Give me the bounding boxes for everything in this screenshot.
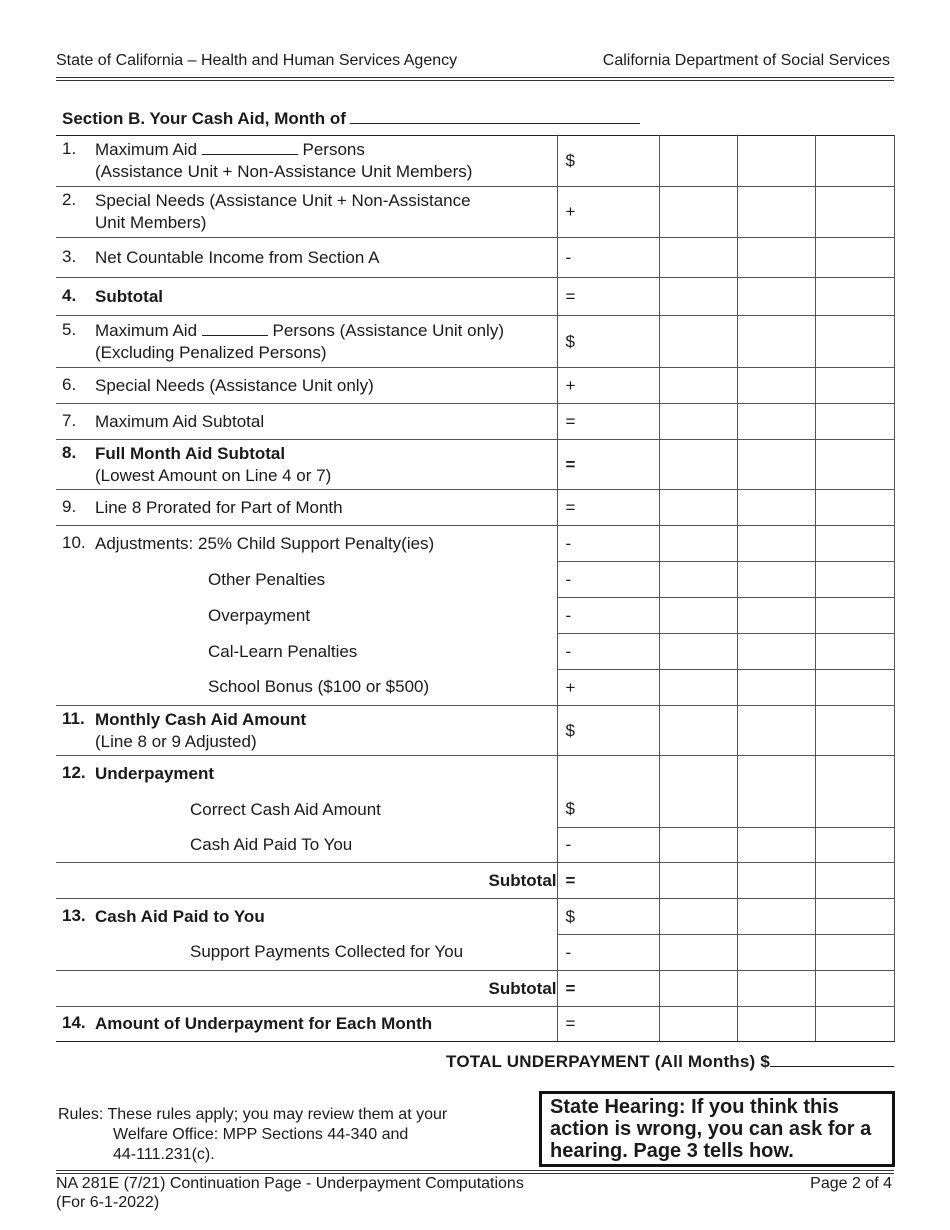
operator: $	[557, 899, 659, 935]
row-text: Cash Aid Paid to You	[95, 906, 265, 926]
amount-cell[interactable]	[815, 971, 894, 1007]
row-label	[56, 562, 557, 598]
amount-cell[interactable]	[737, 935, 815, 971]
row-number: 7.	[62, 410, 77, 430]
row-subtext: Unit Members)	[95, 213, 207, 232]
amount-cell[interactable]	[659, 238, 737, 278]
operator	[557, 756, 659, 792]
row-number: 2.	[62, 190, 77, 209]
table-row	[56, 404, 894, 440]
amount-cell[interactable]	[659, 187, 737, 238]
amount-cell[interactable]	[737, 136, 815, 187]
row-label	[56, 670, 557, 706]
amount-cell[interactable]	[815, 828, 894, 863]
amount-cell[interactable]	[737, 863, 815, 899]
section-title	[62, 107, 640, 129]
row-text: Cash Aid Paid To You	[190, 834, 353, 854]
amount-cell[interactable]	[815, 670, 894, 706]
persons-blank[interactable]	[202, 140, 298, 155]
form-number: NA 281E (7/21) Continuation Page - Underpayment Computations	[56, 1175, 524, 1192]
table-row	[56, 670, 894, 706]
operator: -	[557, 828, 659, 863]
table-row	[56, 756, 894, 792]
row-number: 3.	[62, 246, 77, 266]
amount-cell[interactable]	[659, 971, 737, 1007]
amount-cell[interactable]	[737, 634, 815, 670]
amount-cell[interactable]	[737, 670, 815, 706]
row-text: Net Countable Income from Section A	[95, 247, 380, 267]
row-number: 6.	[62, 374, 77, 394]
amount-cell[interactable]	[737, 1007, 815, 1042]
footer-rule-double	[56, 1173, 894, 1174]
row-text: Persons (Assistance Unit only)	[272, 320, 504, 340]
agency-header: State of California – Health and Human Services Agency	[56, 52, 458, 69]
table-row	[56, 278, 894, 316]
row-text: Persons	[302, 140, 365, 159]
table-row	[56, 598, 894, 634]
amount-cell[interactable]	[815, 756, 894, 792]
row-label	[56, 404, 557, 440]
amount-cell[interactable]	[659, 278, 737, 316]
amount-cell[interactable]	[737, 490, 815, 526]
amount-cell[interactable]	[737, 368, 815, 404]
row-number: 12.	[62, 762, 86, 782]
row-number: 8.	[62, 442, 77, 462]
table-row	[56, 562, 894, 598]
operator: -	[557, 935, 659, 971]
table-row	[56, 828, 894, 863]
table-row	[56, 136, 894, 187]
persons-blank[interactable]	[202, 321, 268, 336]
amount-cell[interactable]	[815, 526, 894, 562]
operator: =	[557, 440, 659, 490]
row-label	[56, 756, 557, 792]
amount-cell[interactable]	[659, 404, 737, 440]
table-row	[56, 440, 894, 490]
amount-cell[interactable]	[815, 404, 894, 440]
amount-cell[interactable]	[737, 278, 815, 316]
amount-cell[interactable]	[737, 562, 815, 598]
amount-cell[interactable]	[815, 440, 894, 490]
amount-cell[interactable]	[737, 238, 815, 278]
table-row	[56, 368, 894, 404]
computation-table	[56, 135, 894, 1042]
row-text: Underpayment	[95, 763, 215, 783]
section-title-text: Section B. Your Cash Aid, Month of	[62, 109, 346, 128]
row-label	[56, 792, 557, 828]
amount-cell[interactable]	[815, 368, 894, 404]
row-label	[56, 440, 557, 490]
amount-cell[interactable]	[737, 971, 815, 1007]
table-row	[56, 792, 894, 828]
table-row	[56, 706, 894, 756]
amount-cell[interactable]	[815, 490, 894, 526]
row-text: Adjustments: 25% Child Support Penalty(ies)	[95, 533, 435, 553]
table-row	[56, 634, 894, 670]
row-label	[56, 136, 557, 187]
row-label	[56, 368, 557, 404]
row-text: Special Needs (Assistance Unit only)	[95, 375, 374, 395]
amount-cell[interactable]	[659, 706, 737, 756]
amount-cell[interactable]	[815, 792, 894, 828]
row-text: Support Payments Collected for You	[190, 942, 464, 962]
operator: =	[557, 490, 659, 526]
operator: =	[557, 863, 659, 899]
rules-line: 44-111.231(c).	[113, 1146, 215, 1163]
amount-cell[interactable]	[659, 863, 737, 899]
amount-cell[interactable]	[815, 706, 894, 756]
row-number: 10.	[62, 532, 86, 552]
operator: =	[557, 404, 659, 440]
operator: -	[557, 526, 659, 562]
table-row	[56, 316, 894, 368]
operator: -	[557, 598, 659, 634]
row-label	[56, 1007, 557, 1042]
row-label	[56, 238, 557, 278]
row-number: 11.	[62, 708, 85, 728]
row-subtext: (Lowest Amount on Line 4 or 7)	[95, 465, 332, 485]
amount-cell[interactable]	[659, 316, 737, 368]
row-text: Cal-Learn Penalties	[208, 641, 358, 661]
amount-cell[interactable]	[737, 316, 815, 368]
operator: =	[557, 971, 659, 1007]
header-rule-double	[56, 80, 894, 81]
amount-cell[interactable]	[815, 598, 894, 634]
state-hearing-box: State Hearing: If you think this action is wrong, you can ask for a hearing. Page 3 tells how.	[539, 1091, 895, 1167]
amount-cell[interactable]	[737, 899, 815, 935]
row-subtext: (Assistance Unit + Non-Assistance Unit Members)	[95, 162, 473, 181]
row-label	[56, 706, 557, 756]
row-label	[56, 490, 557, 526]
amount-cell[interactable]	[737, 706, 815, 756]
rules-line: Welfare Office: MPP Sections 44-340 and	[113, 1126, 409, 1143]
table-row	[56, 1007, 894, 1042]
header-rule	[56, 77, 894, 78]
amount-cell[interactable]	[815, 562, 894, 598]
amount-cell[interactable]	[737, 526, 815, 562]
row-label	[56, 278, 557, 316]
row-text: Maximum Aid	[95, 140, 198, 159]
total-underpayment	[446, 1050, 894, 1072]
row-text: Monthly Cash Aid Amount	[95, 709, 307, 729]
row-label	[56, 526, 557, 562]
row-text: School Bonus ($100 or $500)	[208, 677, 430, 697]
row-label	[56, 316, 557, 368]
row-label	[56, 828, 557, 863]
row-number: 14.	[62, 1013, 86, 1032]
row-text: Maximum Aid Subtotal	[95, 411, 265, 431]
amount-cell[interactable]	[659, 440, 737, 490]
row-label	[56, 935, 557, 971]
amount-cell[interactable]	[815, 187, 894, 238]
row-text: Maximum Aid	[95, 320, 198, 340]
table-row	[56, 935, 894, 971]
operator: =	[557, 1007, 659, 1042]
amount-cell[interactable]	[659, 136, 737, 187]
operator: =	[557, 278, 659, 316]
table-row	[56, 526, 894, 562]
amount-cell[interactable]	[737, 756, 815, 792]
row-number: 4.	[62, 285, 77, 305]
table-row	[56, 187, 894, 238]
operator: +	[557, 187, 659, 238]
operator: $	[557, 136, 659, 187]
row-number: 13.	[62, 905, 86, 925]
row-subtext: (Excluding Penalized Persons)	[95, 342, 327, 362]
table-row	[56, 490, 894, 526]
amount-cell[interactable]	[815, 238, 894, 278]
amount-cell[interactable]	[659, 490, 737, 526]
amount-cell[interactable]	[659, 756, 737, 792]
form-effective-date: (For 6-1-2022)	[56, 1194, 160, 1211]
amount-cell[interactable]	[659, 828, 737, 863]
rules-note	[58, 1105, 447, 1165]
month-blank[interactable]	[350, 107, 640, 124]
operator: -	[557, 238, 659, 278]
row-text: Amount of Underpayment for Each Month	[95, 1014, 433, 1033]
row-text: Overpayment	[208, 605, 311, 625]
amount-cell[interactable]	[659, 526, 737, 562]
row-text: Correct Cash Aid Amount	[190, 799, 381, 819]
amount-cell[interactable]	[659, 899, 737, 935]
department-header: California Department of Social Services	[602, 52, 890, 69]
amount-cell[interactable]	[815, 935, 894, 971]
amount-cell[interactable]	[659, 368, 737, 404]
amount-cell[interactable]	[737, 828, 815, 863]
amount-cell[interactable]	[815, 278, 894, 316]
amount-cell[interactable]	[737, 792, 815, 828]
amount-cell[interactable]	[815, 316, 894, 368]
row-label	[56, 598, 557, 634]
row-text: Special Needs (Assistance Unit + Non-Assistance	[95, 191, 471, 210]
operator: -	[557, 634, 659, 670]
row-text: Other Penalties	[208, 569, 326, 589]
row-label	[56, 899, 557, 935]
table-row	[56, 971, 894, 1007]
table-row	[56, 238, 894, 278]
amount-cell[interactable]	[659, 792, 737, 828]
operator: $	[557, 706, 659, 756]
total-label: TOTAL UNDERPAYMENT (All Months) $	[446, 1052, 770, 1071]
amount-cell[interactable]	[815, 1007, 894, 1042]
operator: $	[557, 792, 659, 828]
amount-cell[interactable]	[737, 440, 815, 490]
row-number: 5.	[62, 319, 77, 339]
row-subtext: (Line 8 or 9 Adjusted)	[95, 731, 257, 751]
table-row	[56, 899, 894, 935]
row-text: Full Month Aid Subtotal	[95, 443, 286, 463]
subtotal-label: Subtotal	[56, 971, 557, 1007]
subtotal-label: Subtotal	[56, 863, 557, 899]
operator: $	[557, 316, 659, 368]
row-label	[56, 187, 557, 238]
table-row	[56, 863, 894, 899]
amount-cell[interactable]	[815, 634, 894, 670]
amount-cell[interactable]	[659, 598, 737, 634]
row-label	[56, 634, 557, 670]
row-number: 9.	[62, 496, 77, 516]
amount-cell[interactable]	[815, 863, 894, 899]
amount-cell[interactable]	[659, 562, 737, 598]
amount-cell[interactable]	[659, 634, 737, 670]
operator: +	[557, 368, 659, 404]
page-number: Page 2 of 4	[810, 1175, 892, 1192]
rules-line: Rules: These rules apply; you may review them at your	[58, 1106, 448, 1123]
amount-cell[interactable]	[659, 670, 737, 706]
row-number: 1.	[62, 139, 77, 158]
amount-cell[interactable]	[737, 187, 815, 238]
amount-cell[interactable]	[815, 899, 894, 935]
row-text: Line 8 Prorated for Part of Month	[95, 497, 343, 517]
amount-cell[interactable]	[737, 404, 815, 440]
operator: +	[557, 670, 659, 706]
amount-cell[interactable]	[815, 136, 894, 187]
operator: -	[557, 562, 659, 598]
amount-cell[interactable]	[737, 598, 815, 634]
amount-cell[interactable]	[659, 1007, 737, 1042]
row-text: Subtotal	[95, 286, 163, 306]
total-blank[interactable]	[770, 1050, 894, 1067]
amount-cell[interactable]	[659, 935, 737, 971]
footer-rule	[56, 1170, 894, 1171]
